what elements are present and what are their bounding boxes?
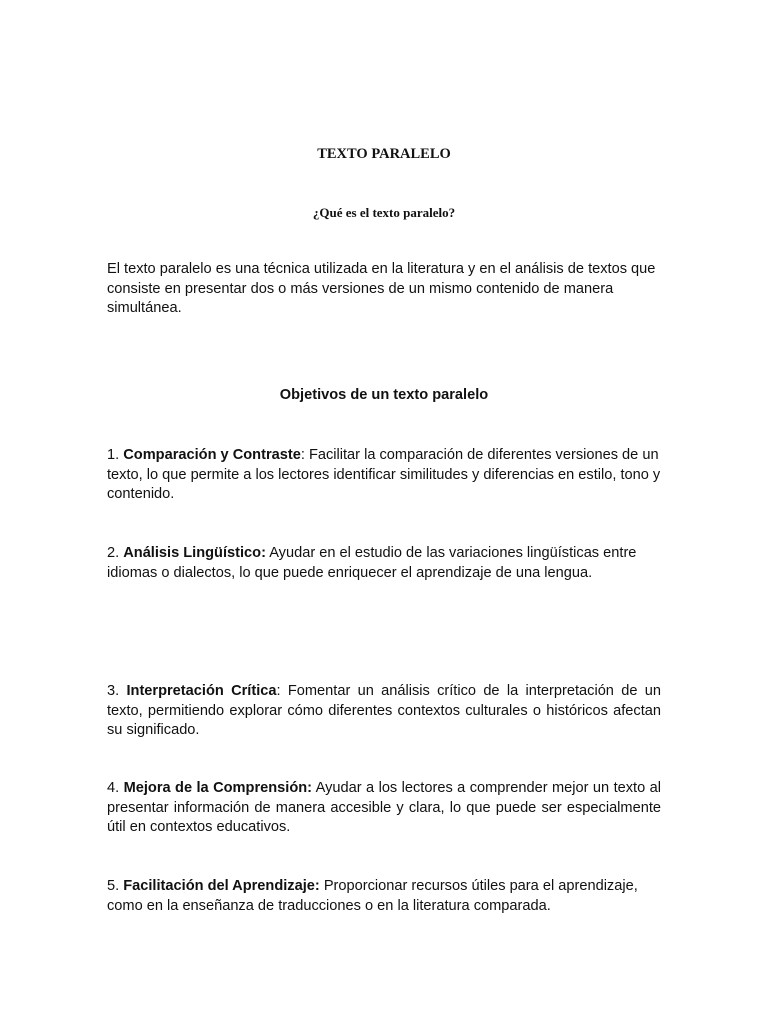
objective-item-5 [107,877,661,916]
objective-item-2 [107,544,661,583]
objective-item-3 [107,682,661,741]
objective-term: Interpretación Crítica [126,683,277,699]
objective-number: 1. [107,447,124,463]
objective-item-4 [107,779,661,838]
objective-number: 3. [107,683,127,699]
intro-paragraph: El texto paralelo es una técnica utilizada en la literatura y en el análisis de textos que consiste en presentar dos o más versiones de un mismo contenido de manera simultánea. [107,261,656,316]
objective-number: 5. [107,878,124,894]
objective-term: Comparación y Contraste [123,447,301,463]
objective-number: 2. [107,545,124,561]
objective-number: 4. [107,780,124,796]
document-title: TEXTO PARALELO [317,146,451,162]
objective-text: Ayudar en el estudio de las variaciones lingüísticas entre idiomas o dialectos, lo que puede enriquecer el aprendizaje de una lengua. [107,545,637,581]
objective-text: Ayudar a los lectores a comprender mejor un texto al presentar información de manera accesible y clara, lo que puede ser especialmente útil en contextos educativos. [107,780,661,835]
objective-term: Mejora de la Comprensión: [123,780,313,796]
objective-separator: : [276,683,288,699]
objective-term: Facilitación del Aprendizaje: [123,878,320,894]
objective-separator: : [300,447,309,463]
objective-item-1 [107,446,661,505]
objective-text: Fomentar un análisis crítico de la interpretación de un texto, permitiendo explorar cómo diferentes contextos culturales o históricos afectan su significado. [107,683,661,738]
objective-term: Análisis Lingüístico: [123,545,266,561]
objective-text: Facilitar la comparación de diferentes versiones de un texto, lo que permite a los lectores identificar similitudes y diferencias en estilo, tono y contenido. [107,447,661,502]
objective-text: Proporcionar recursos útiles para el aprendizaje, como en la enseñanza de traducciones o en la literatura comparada. [107,878,638,914]
section-heading: Objetivos de un texto paralelo [279,387,489,403]
document-subtitle: ¿Qué es el texto paralelo? [312,205,456,220]
